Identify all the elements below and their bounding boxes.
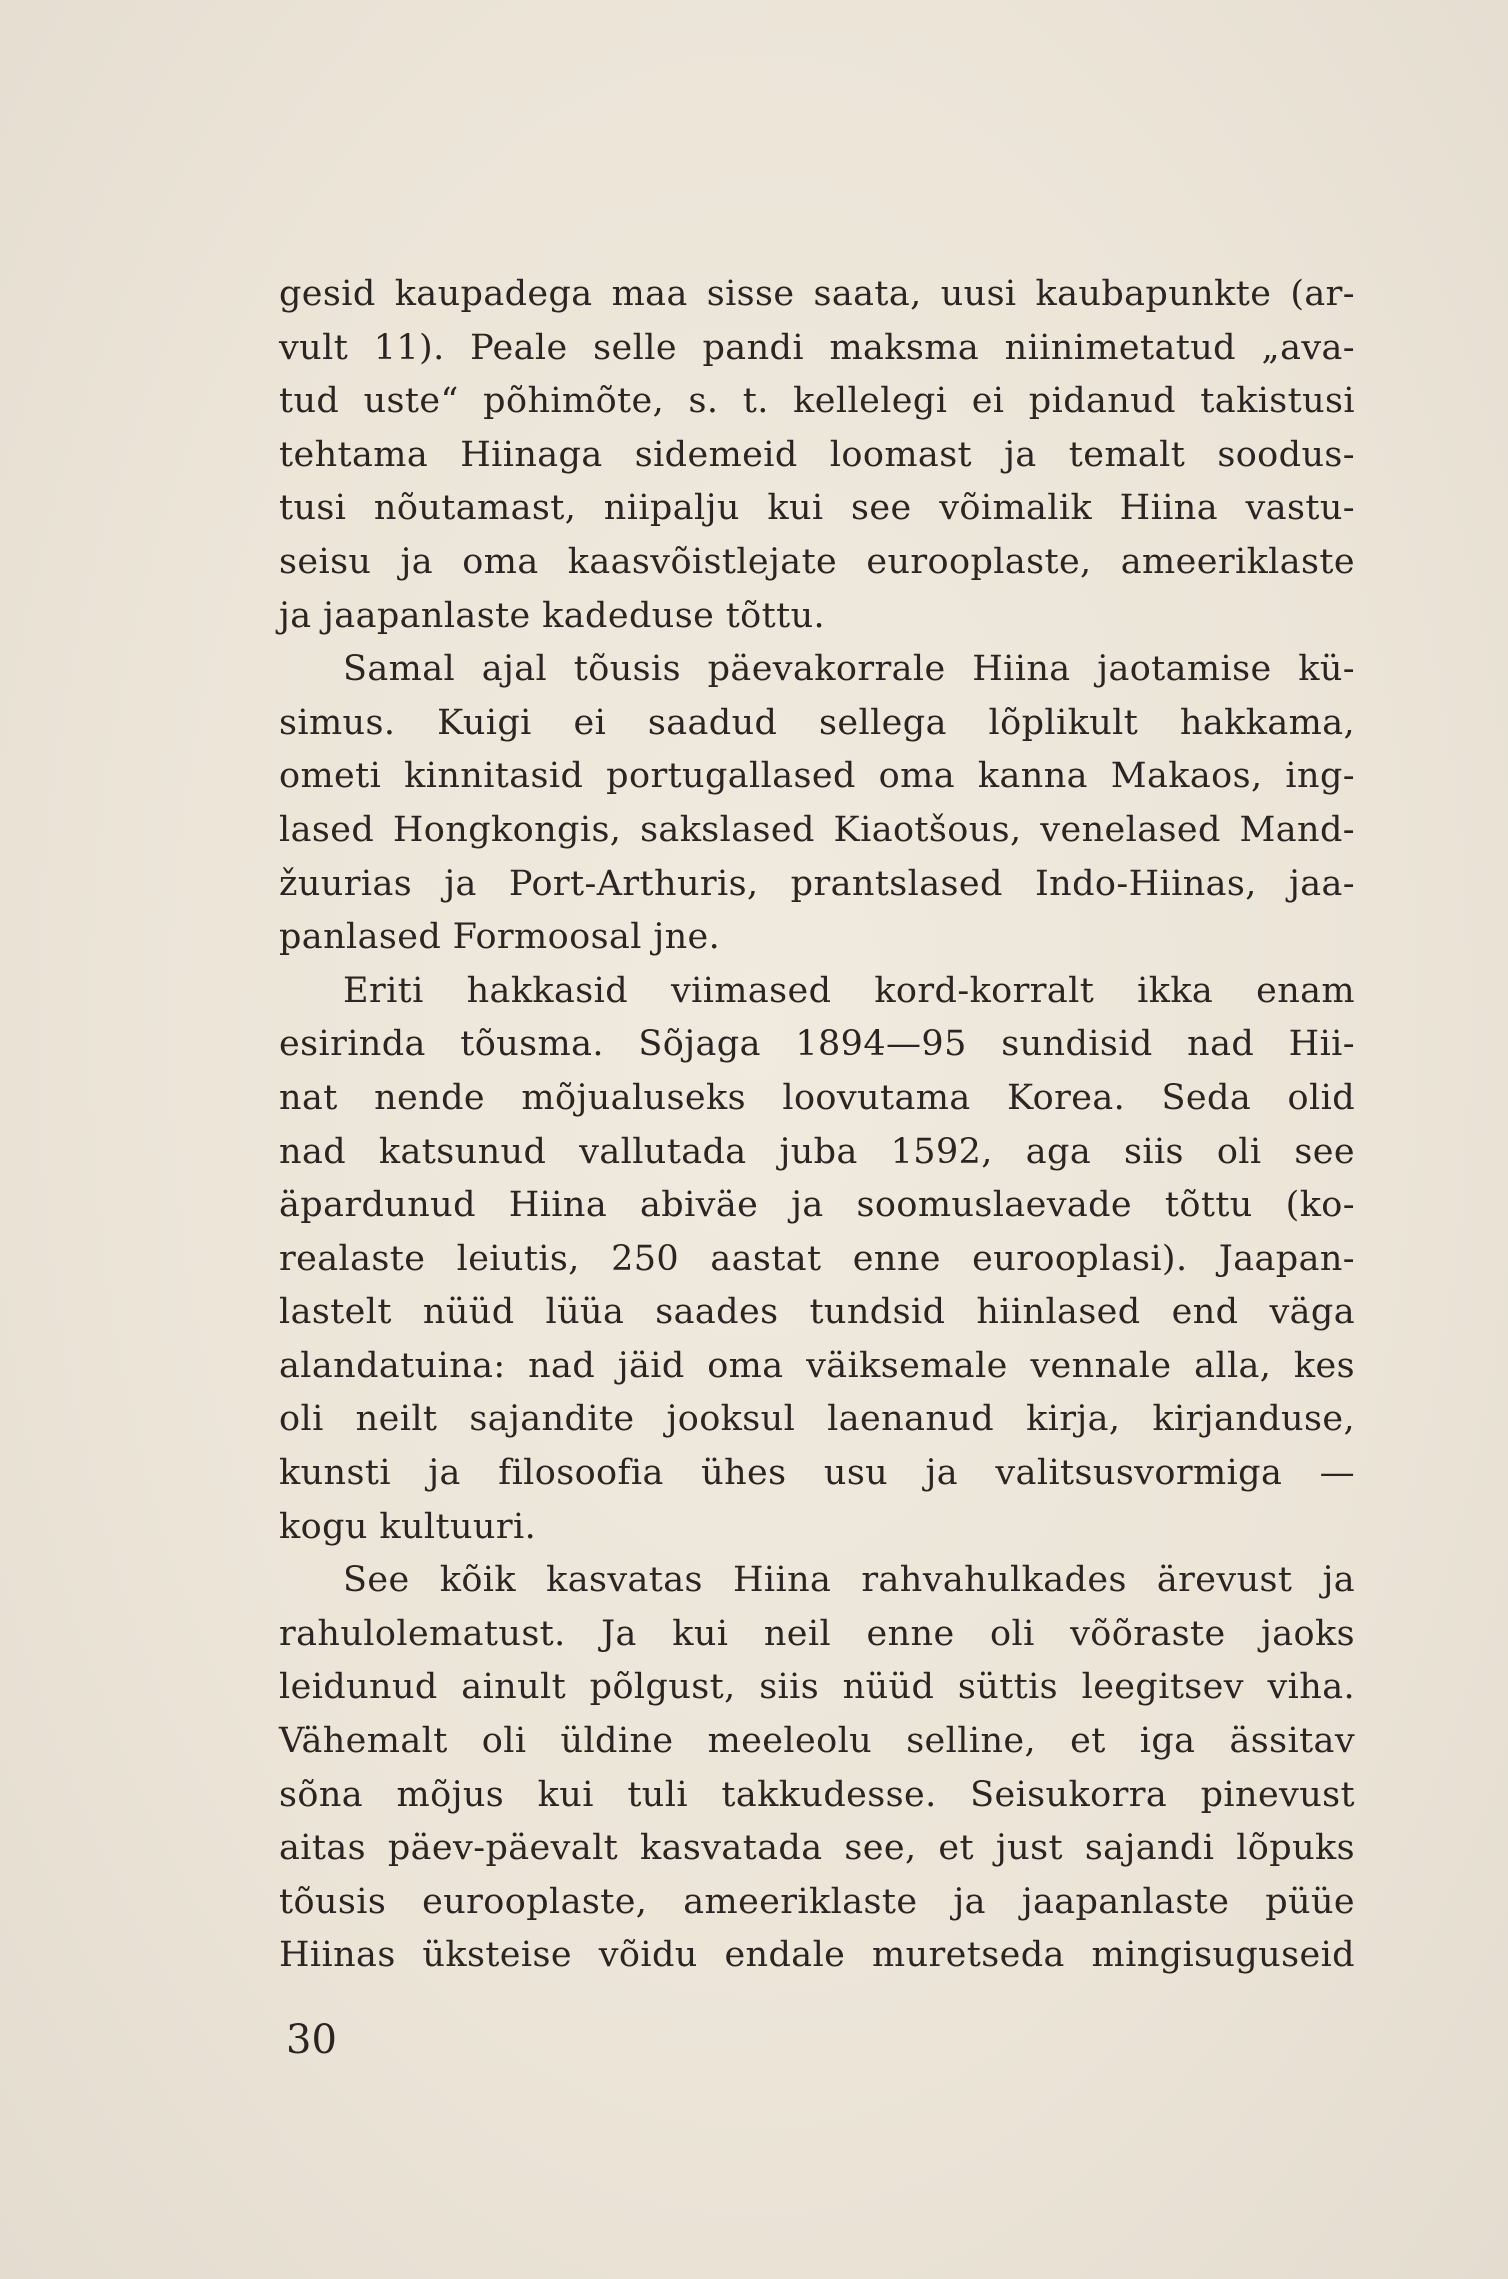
text-line: aitas päev-päevalt kasvatada see, et just sajandi lõpuks xyxy=(279,1828,1355,1869)
text-line: lastelt nüüd lüüa saades tundsid hiinlased end väga xyxy=(279,1292,1355,1333)
text-line: realaste leiutis, 250 aastat enne eurooplasi). Jaapan- xyxy=(279,1238,1355,1279)
text-line: oli neilt sajandite jooksul laenanud kirja, kirjanduse, xyxy=(279,1399,1355,1440)
text-line: žuurias ja Port-Arthuris, prantslased Indo-Hiinas, jaa- xyxy=(279,863,1355,904)
text-line: Hiinas üksteise võidu endale muretseda mingisuguseid xyxy=(279,1935,1355,1976)
text-line: kunsti ja filosoofia ühes usu ja valitsusvormiga — xyxy=(279,1453,1355,1494)
text-line: tud uste“ põhimõte, s. t. kellelegi ei pidanud takistusi xyxy=(279,381,1355,422)
text-line: simus. Kuigi ei saadud sellega lõplikult hakkama, xyxy=(279,702,1355,743)
text-line: nat nende mõjualuseks loovutama Korea. Seda olid xyxy=(279,1077,1355,1118)
text-line: gesid kaupadega maa sisse saata, uusi kaubapunkte (ar- xyxy=(279,274,1355,314)
text-line: rahulolematust. Ja kui neil enne oli võõraste jaoks xyxy=(279,1613,1355,1654)
text-line: Eriti hakkasid viimased kord-korralt ikka enam xyxy=(343,970,1355,1011)
text-line: kogu kultuuri. xyxy=(279,1506,537,1547)
text-line: äpardunud Hiina abiväe ja soomuslaevade tõttu (ko- xyxy=(279,1185,1355,1226)
text-line: panlased Formoosal jne. xyxy=(279,917,721,958)
text-line: ometi kinnitasid portugallased oma kanna Makaos, ing- xyxy=(279,756,1355,797)
text-line: Vähemalt oli üldine meeleolu selline, et iga ässitav xyxy=(279,1721,1355,1762)
text-line: ja jaapanlaste kadeduse tõttu. xyxy=(279,595,826,636)
text-line: seisu ja oma kaasvõistlejate eurooplaste, ameeriklaste xyxy=(279,541,1355,582)
text-line: nad katsunud vallutada juba 1592, aga siis oli see xyxy=(279,1131,1355,1172)
text-line: Samal ajal tõusis päevakorrale Hiina jaotamise kü- xyxy=(343,649,1355,690)
text-line: esirinda tõusma. Sõjaga 1894—95 sundisid nad Hii- xyxy=(279,1024,1355,1065)
body-text xyxy=(279,268,1355,1983)
text-line: leidunud ainult põlgust, siis nüüd süttis leegitsev viha. xyxy=(279,1667,1355,1708)
text-line: tusi nõutamast, niipalju kui see võimalik Hiina vastu- xyxy=(279,488,1355,529)
text-line: alandatuina: nad jäid oma väiksemale vennale alla, kes xyxy=(279,1345,1355,1386)
text-line: tehtama Hiinaga sidemeid loomast ja temalt soodus- xyxy=(279,434,1355,475)
text-line: See kõik kasvatas Hiina rahvahulkades ärevust ja xyxy=(343,1560,1355,1601)
text-line: tõusis eurooplaste, ameeriklaste ja jaapanlaste püüe xyxy=(279,1881,1355,1922)
text-line: lased Hongkongis, sakslased Kiaotšous, venelased Mand- xyxy=(279,809,1355,850)
page-number: 30 xyxy=(286,2017,337,2063)
text-line: vult 11). Peale selle pandi maksma niinimetatud „ava- xyxy=(279,327,1355,368)
text-line: sõna mõjus kui tuli takkudesse. Seisukorra pinevust xyxy=(279,1774,1355,1815)
